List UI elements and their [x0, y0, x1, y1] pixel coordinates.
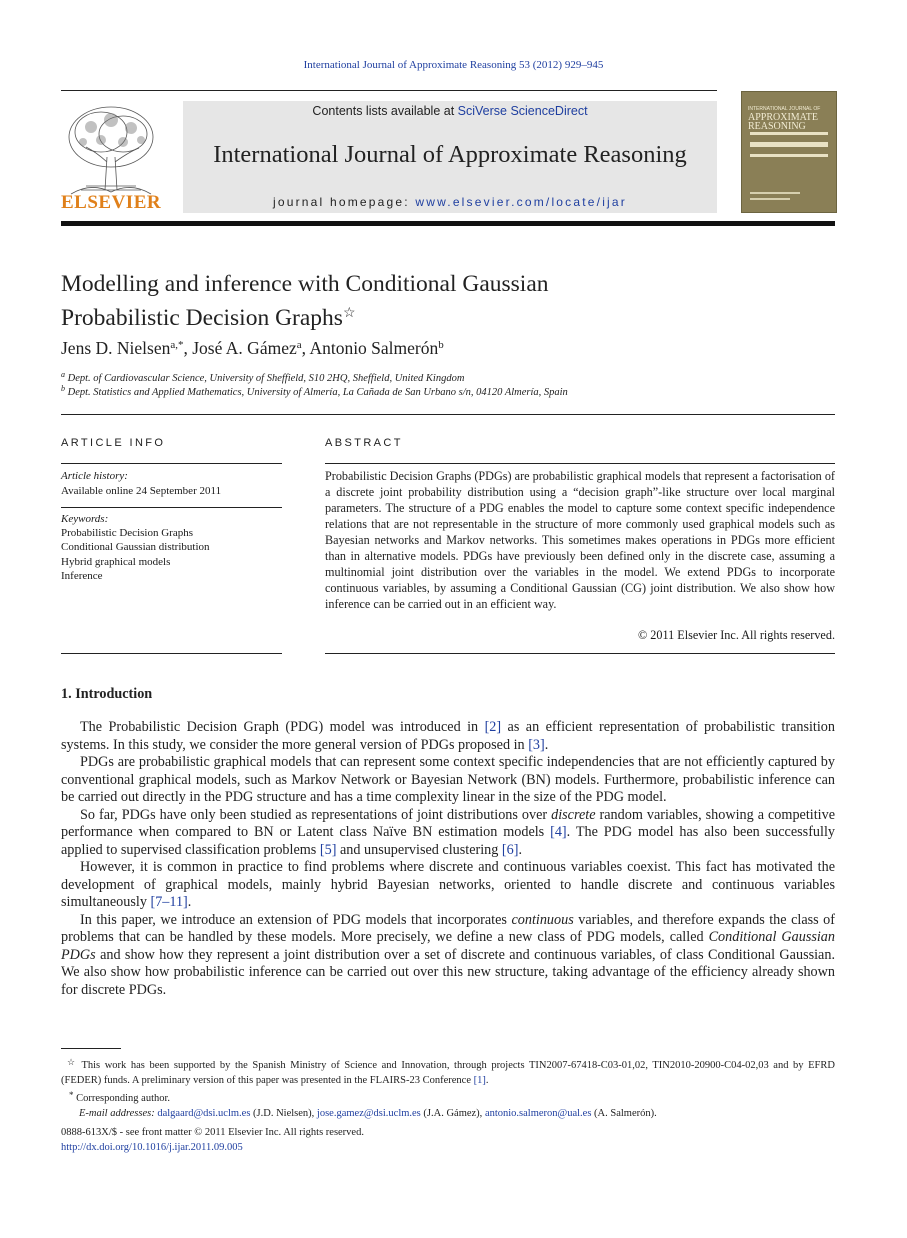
article-history-value: Available online 24 September 2011: [61, 485, 222, 497]
citation-link[interactable]: [3]: [528, 736, 545, 753]
masthead-top-rule: [61, 90, 717, 91]
cover-line-1: INTERNATIONAL JOURNAL OF: [748, 106, 821, 112]
abstract-rule: [325, 463, 835, 464]
introduction-body: [61, 719, 835, 999]
journal-cover-thumbnail[interactable]: [741, 91, 837, 213]
issn-line: 0888-613X/$ - see front matter © 2011 Elsevier Inc. All rights reserved.: [61, 1127, 364, 1138]
keyword: Hybrid graphical models: [61, 555, 171, 568]
publisher-wordmark: ELSEVIER: [61, 192, 162, 213]
keywords-label: Keywords:: [61, 513, 109, 525]
journal-title: International Journal of Approximate Reasoning: [213, 141, 687, 168]
homepage-prefix: journal homepage:: [273, 195, 416, 209]
footnote-emails: E-mail addresses: dalgaard@dsi.uclm.es (J.D. Nielsen), jose.gamez@dsi.uclm.es (J.A. Gámez), antonio.salmeron@ual.es (A. Salmerón).: [79, 1107, 657, 1119]
keyword: Inference: [61, 569, 103, 582]
title-footnote-mark[interactable]: ☆: [342, 306, 356, 321]
paragraph: So far, PDGs have only been studied as representations of joint distributions over discrete random variables, showing a competitive performance when compared to BN or Latent class Naïve BN estimation models [4]. The PDG model has also been successfully applied to supervised classification problems [5] and unsupervised clustering [6].: [61, 806, 835, 858]
article-info-rule: [61, 463, 282, 464]
title-line-2: Probabilistic Decision Graphs☆: [61, 305, 356, 331]
article-info-rule: [61, 653, 282, 654]
cover-line-3: REASONING: [748, 121, 806, 132]
masthead-bottom-rule: [61, 221, 835, 226]
keyword: Conditional Gaussian distribution: [61, 541, 210, 554]
citation-link[interactable]: [1]: [473, 1074, 486, 1086]
title-block-rule: [61, 414, 835, 415]
paragraph: The Probabilistic Decision Graph (PDG) model was introduced in [2] as an efficient representation of probabilistic transition systems. In this study, we consider the more general version of PDGs proposed in [3].: [61, 719, 835, 753]
email-link[interactable]: jose.gamez@dsi.uclm.es: [316, 1107, 421, 1119]
section-heading-introduction: 1. Introduction: [61, 686, 153, 702]
citation-link[interactable]: [7–11]: [150, 894, 188, 910]
paragraph: In this paper, we introduce an extension of PDG models that incorporates continuous variables, and therefore expands the class of problems that can be handled by these models. More precisely, we define a new class of PDG models, called Conditional Gaussian PDGs and show how they represent a joint distribution over a set of discrete and continuous variables, of class Conditional Gaussian. We also show how probabilistic inference can be carried out over this new structure, taking advantage of the efficiency already shown for discrete PDGs.: [61, 911, 836, 998]
contents-prefix: Contents lists available at: [312, 104, 458, 118]
abstract-copyright: © 2011 Elsevier Inc. All rights reserved.: [638, 628, 835, 642]
keyword: Probabilistic Decision Graphs: [61, 527, 193, 539]
footnote-corresponding: * Corresponding author.: [69, 1090, 171, 1104]
cover-line-2: APPROXIMATE: [748, 112, 819, 123]
footnote-rule: [61, 1048, 121, 1049]
contents-availability: [183, 104, 717, 118]
journal-homepage: [183, 195, 717, 209]
article-info-heading: ARTICLE INFO: [61, 437, 166, 449]
abstract-text: Probabilistic Decision Graphs (PDGs) are probabilistic graphical models that represent a factorisation of a discrete joint probability distribution using a “decision graph”-like structure over local marginal parameters. The structure of a PDG enables the model to capture some context specific independence relations that are not representable in the structure of more commonly used graphical models such as Bayesian networks and Markov networks. This sometimes makes operations in PDGs more efficient than in alternative models. PDGs have previously been defined only in the discrete case, assuming a multinomial joint distribution over the variables in the model. We extend PDGs to incorporate continuous variables, by assuming a Conditional Gaussian (CG) joint distribution. We also show how inference can be carried out in an efficient way.: [325, 469, 835, 611]
affiliation-b: $^b$ Dept. Statistics and Applied Mathematics, University of Almería, La Cañada de San Urbano s/n, 04120 Almería, Spain: [61, 384, 568, 398]
doi-link[interactable]: http://dx.doi.org/10.1016/j.ijar.2011.09.005: [61, 1142, 243, 1153]
title-line-1: Modelling and inference with Conditional Gaussian: [61, 271, 549, 297]
author-affiliation-mark: a: [296, 339, 302, 351]
author-list: Jens D. Nielsen$^{a,*}$, José A. Gámez$^a$, Antonio Salmerón$^b$: [61, 338, 444, 358]
article-history-label: Article history:: [61, 470, 128, 482]
author-affiliation-mark: b: [438, 339, 444, 351]
paragraph: However, it is common in practice to find problems where discrete and continuous variables coexist. This fact has motivated the development of graphical models, mainly hybrid Bayesian networks, oriented to handle discrete and continuous variables simultaneously [7–11].: [61, 859, 835, 910]
citation-link[interactable]: [6]: [501, 841, 519, 858]
author-name[interactable]: Antonio Salmerón: [309, 338, 439, 358]
author-name[interactable]: José A. Gámez: [192, 338, 297, 358]
author-affiliation-mark: a,*: [170, 339, 184, 351]
journal-citation[interactable]: International Journal of Approximate Reasoning 53 (2012) 929–945: [303, 59, 604, 71]
citation-link[interactable]: [2]: [484, 719, 502, 735]
sciencedirect-link[interactable]: SciVerse ScienceDirect: [457, 104, 588, 118]
abstract-heading: ABSTRACT: [325, 437, 403, 449]
affiliation-a: $^a$ Dept. of Cardiovascular Science, University of Sheffield, S10 2HQ, Sheffield, United Kingdom: [61, 370, 465, 384]
citation-link[interactable]: [4]: [550, 824, 567, 840]
homepage-link[interactable]: www.elsevier.com/locate/ijar: [415, 195, 627, 209]
abstract-rule: [325, 653, 835, 654]
email-link[interactable]: antonio.salmeron@ual.es: [484, 1107, 592, 1119]
paragraph: PDGs are probabilistic graphical models that can represent some context specific independencies that are not efficiently captured by conventional graphical models, such as Markov Network or Bayesian Network (BN) models. Furthermore, probabilistic inference can be carried out directly in the PDG structure and has a time complexity linear in the size of the PDG model.: [61, 754, 835, 805]
article-info-rule: [61, 507, 282, 508]
author-name[interactable]: Jens D. Nielsen: [61, 338, 171, 358]
keywords-list: [61, 526, 210, 583]
footnotes: [61, 1055, 835, 1121]
article-title: [61, 270, 761, 333]
citation-link[interactable]: [5]: [319, 841, 337, 858]
footnote-funding: ☆ This work has been supported by the Spanish Ministry of Science and Innovation, through projects TIN2007-67418-C03-01,02, TIN2010-20900-C04-02,03 and by EFRD (FEDER) funds. A preliminary version of this paper was presented in the FLAIRS-23 Conference [1].: [61, 1057, 835, 1086]
email-link[interactable]: dalgaard@dsi.uclm.es: [157, 1107, 251, 1119]
